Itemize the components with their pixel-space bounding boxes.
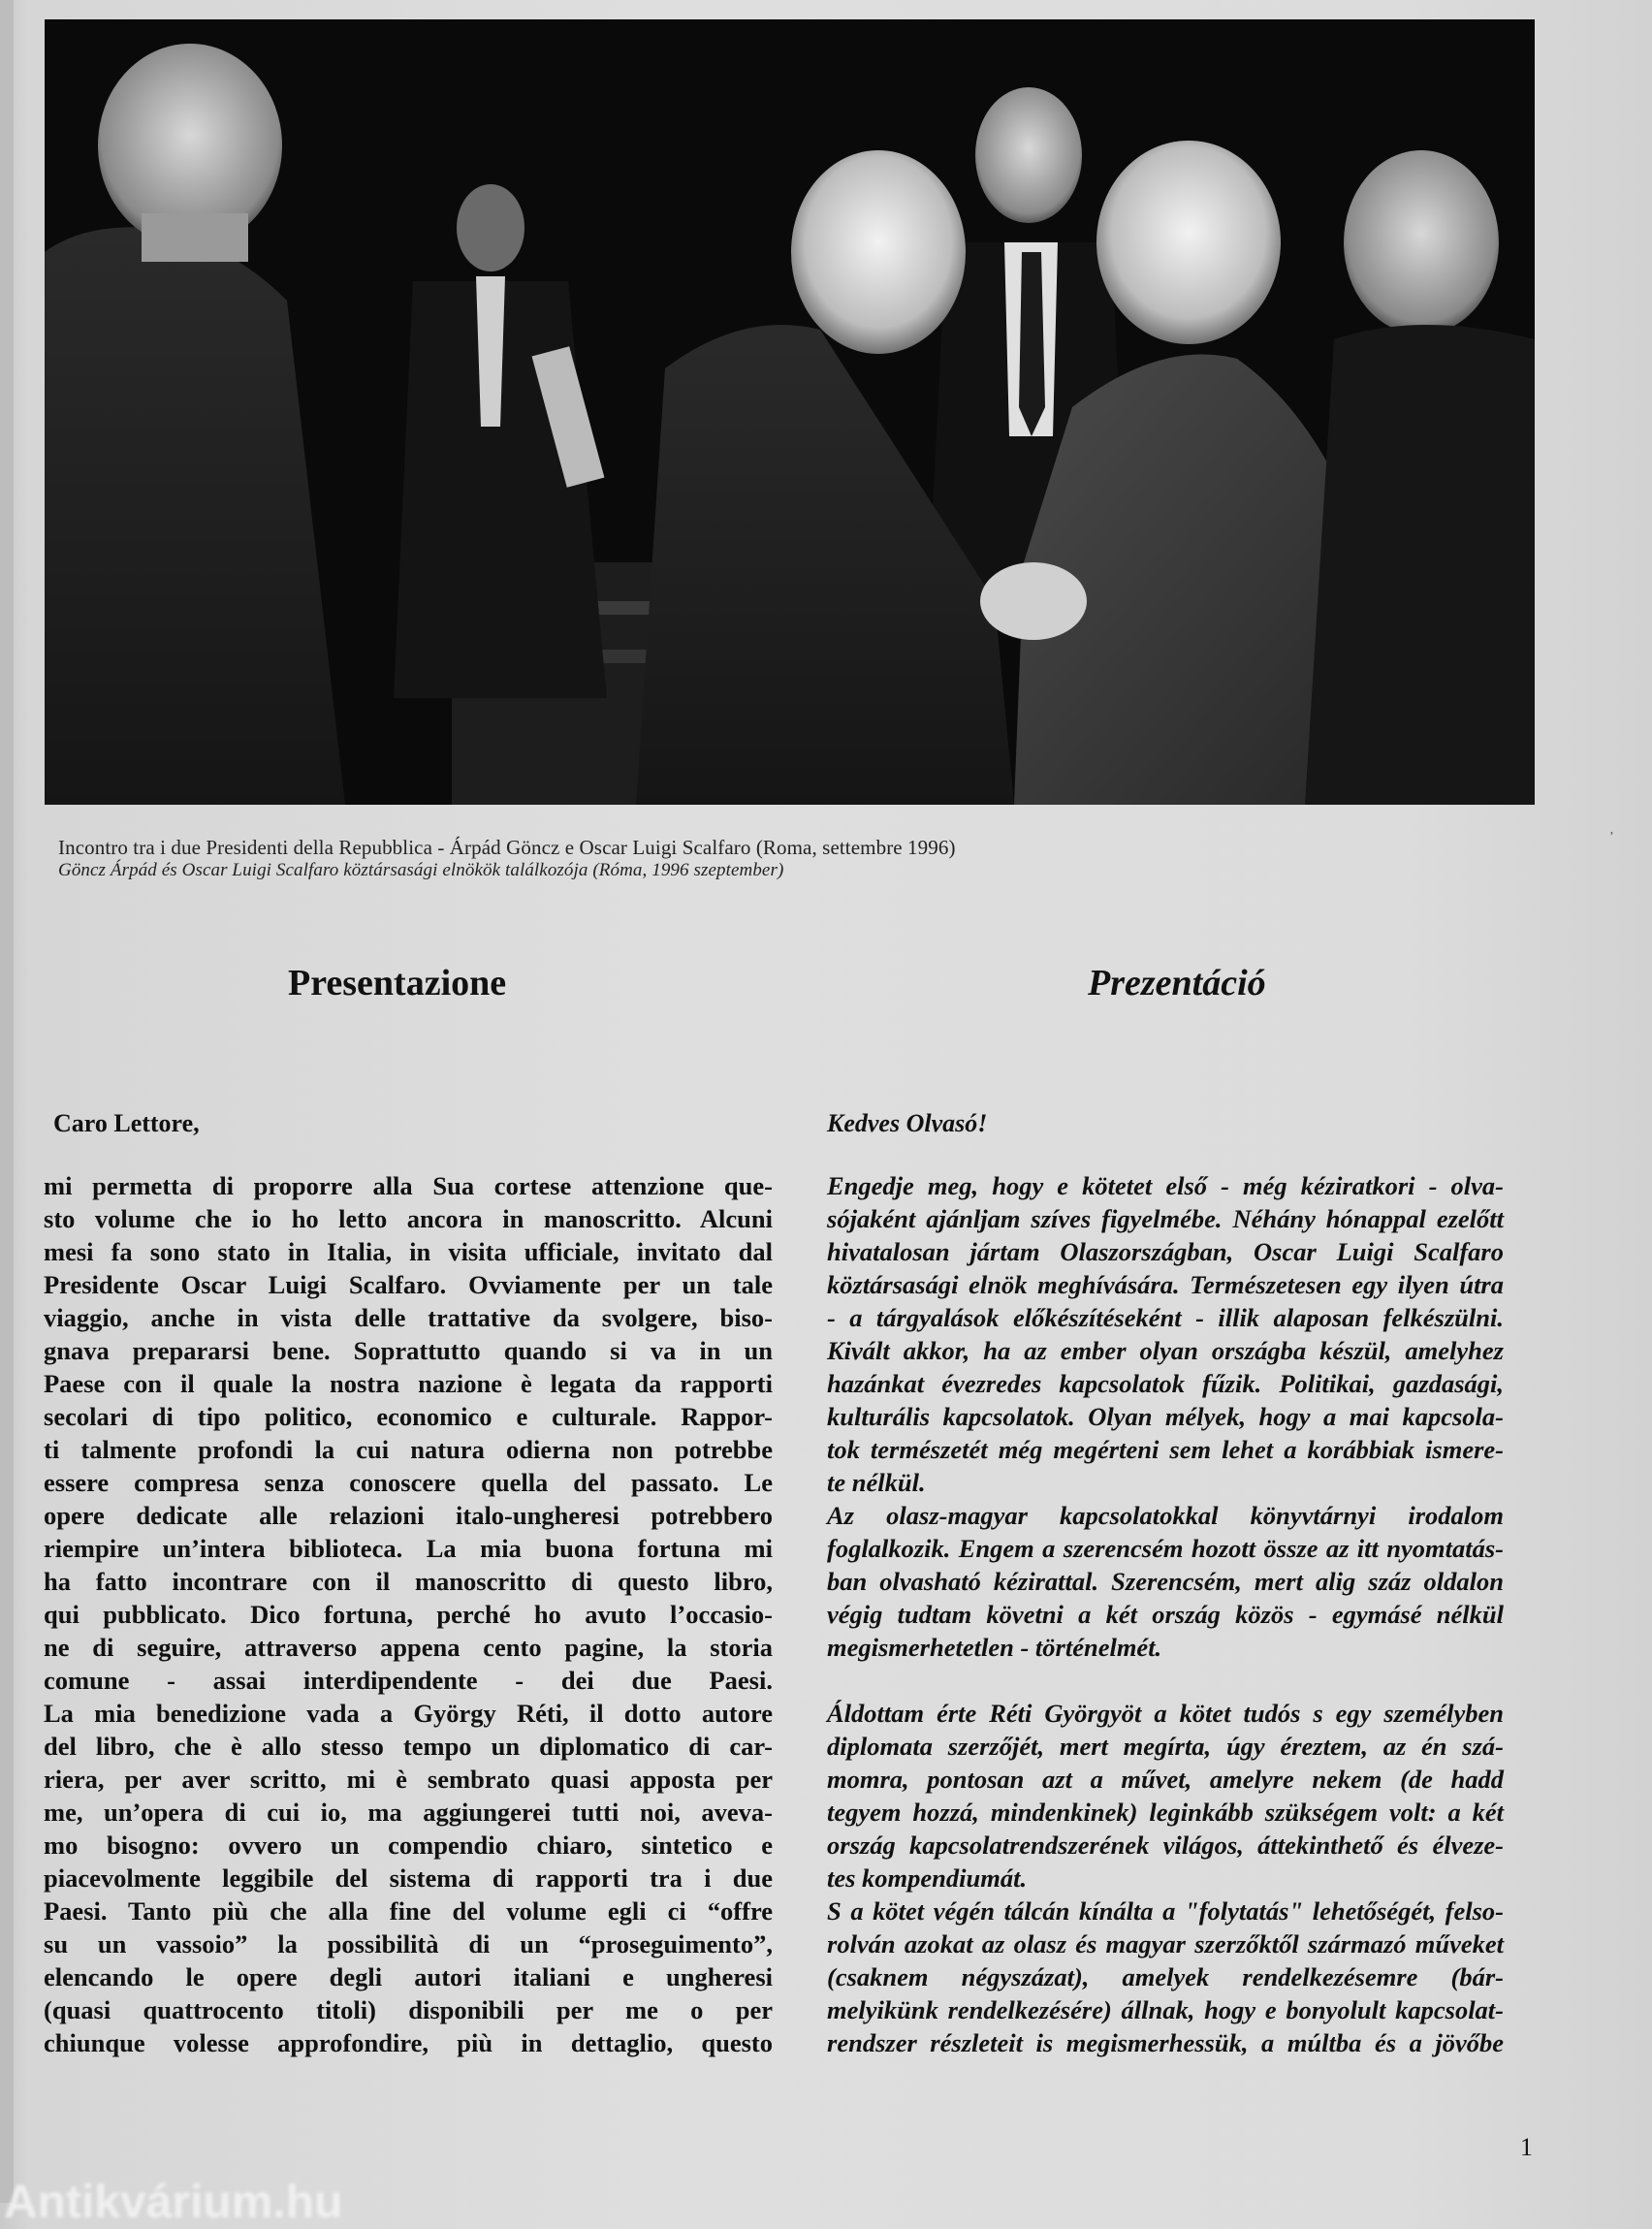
text-line: La mia benedizione vada a György Réti, il dotto autore: [44, 1699, 773, 1728]
text-line: Áldottam érte Réti Györgyöt a kötet tudós s egy személyben: [827, 1699, 1504, 1728]
text-line: ban olvasható kézirattal. Szerencsém, mert alig száz oldalon: [827, 1567, 1504, 1596]
text-line: ország kapcsolatrendszerének világos, áttekinthető és élveze-: [827, 1831, 1504, 1860]
text-line: tes kompendiumát.: [827, 1863, 1028, 1893]
caption-hungarian: Göncz Árpád és Oscar Luigi Scalfaro köztársasági elnökök találkozója (Róma, 1996 szeptember): [58, 860, 784, 880]
text-line: Paesi. Tanto più che alla fine del volume egli ci “offre: [44, 1896, 773, 1926]
salutation-italian: Caro Lettore,: [53, 1109, 200, 1137]
text-line: köztársasági elnök meghívására. Természetesen egy ilyen útra: [827, 1270, 1504, 1299]
photo-image: [45, 19, 1535, 805]
text-line: ti talmente profondi la cui natura odierna non potrebbe: [44, 1435, 773, 1464]
text-line: viaggio, anche in vista delle trattative da svolgere, biso-: [44, 1303, 773, 1332]
text-line: elencando le opere degli autori italiani e ungheresi: [44, 1962, 773, 1991]
text-line: gnava prepararsi bene. Soprattutto quando si va in un: [44, 1336, 773, 1365]
text-line: (csaknem négyszázat), amelyek rendelkezésemre (bár-: [827, 1962, 1504, 1991]
heading-prezentacio: Prezentáció: [1088, 963, 1266, 1003]
text-line: Paese con il quale la nostra nazione è legata da rapporti: [44, 1369, 773, 1398]
text-line: secolari di tipo politico, economico e culturale. Rappor-: [44, 1402, 773, 1431]
text-line: riempire un’intera biblioteca. La mia buona fortuna mi: [44, 1534, 773, 1563]
text-line: su un vassoio” la possibilità di un “proseguimento”,: [44, 1929, 773, 1958]
text-line: kulturális kapcsolatok. Olyan mélyek, hogy a mai kapcsola-: [827, 1402, 1504, 1431]
text-line: piacevolmente leggibile del sistema di rapporti tra i due: [44, 1863, 773, 1893]
text-line: rendszer részleteit is megismerhessük, a múltba és a jövőbe: [827, 2028, 1504, 2057]
text-line: - a tárgyalások előkészítéseként - illik alaposan felkészülni.: [827, 1303, 1504, 1332]
text-line: ha fatto incontrare con il manoscritto di questo libro,: [44, 1567, 773, 1596]
text-line: mesi fa sono stato in Italia, in visita ufficiale, invitato dal: [44, 1237, 773, 1266]
text-line: S a kötet végén tálcán kínálta a "folytatás" lehetőségét, felso-: [827, 1896, 1504, 1926]
text-line: opere dedicate alle relazioni italo-ungheresi potrebbero: [44, 1501, 773, 1530]
text-line: mi permetta di proporre alla Sua cortese attenzione que-: [44, 1171, 773, 1200]
body-hungarian: [827, 1169, 1504, 2059]
text-line: ne di seguire, attraverso appena cento pagine, la storia: [44, 1633, 773, 1662]
text-line: del libro, che è allo stesso tempo un diplomatico di car-: [44, 1732, 773, 1761]
paragraph-gap: [827, 1664, 1504, 1697]
text-line: Az olasz-magyar kapcsolatokkal könyvtárnyi irodalom: [827, 1501, 1504, 1530]
text-line: Kivált akkor, ha az ember olyan országba készül, amelyhez: [827, 1336, 1504, 1365]
salutation-hungarian: Kedves Olvasó!: [827, 1109, 988, 1137]
photo-presidents-handshake: [45, 19, 1535, 805]
text-line: megismerhetetlen - történelmét.: [827, 1633, 1162, 1662]
text-line: melyikünk rendelkezésére) állnak, hogy e bonyolult kapcsolat-: [827, 1995, 1504, 2024]
watermark: Antikvárium.hu: [4, 2177, 343, 2228]
text-line: sójaként ajánljam szíves figyelmébe. Néhány hónappal ezelőtt: [827, 1204, 1504, 1233]
text-line: momra, pontosan azt a művet, amelyre nekem (de hadd: [827, 1765, 1504, 1794]
caption-italian: Incontro tra i due Presidenti della Repubblica - Árpád Göncz e Oscar Luigi Scalfaro (Roma, settembre 1996): [58, 836, 956, 859]
text-line: rolván azokat az olasz és magyar szerzőktől származó műveket: [827, 1929, 1504, 1958]
text-line: te nélkül.: [827, 1468, 926, 1497]
text-line: tegyem hozzá, mindenkinek) leginkább szükségem volt: a két: [827, 1798, 1504, 1827]
photo-caption: [58, 836, 956, 882]
text-line: hazánkat évezredes kapcsolatok fűzik. Politikai, gazdasági,: [827, 1369, 1504, 1398]
text-line: diplomata szerzőjét, mert megírta, úgy éreztem, az én szá-: [827, 1732, 1504, 1761]
text-line: hivatalosan jártam Olaszországban, Oscar Luigi Scalfaro: [827, 1237, 1504, 1266]
print-speck: ʼ: [1609, 830, 1614, 844]
text-line: tok természetét még megérteni sem lehet a korábbiak ismere-: [827, 1435, 1504, 1464]
text-line: chiunque volesse approfondire, più in dettaglio, questo: [44, 2028, 773, 2057]
text-line: Presidente Oscar Luigi Scalfaro. Ovviamente per un tale: [44, 1270, 773, 1299]
text-line: végig tudtam követni a két ország közös - egymásé nélkül: [827, 1600, 1504, 1629]
text-line: essere compresa senza conoscere quella del passato. Le: [44, 1468, 773, 1497]
text-line: riera, per aver scritto, mi è sembrato quasi apposta per: [44, 1765, 773, 1794]
text-line: comune - assai interdipendente - dei due Paesi.: [44, 1666, 773, 1695]
text-line: Engedje meg, hogy e kötetet első - még kéziratkori - olva-: [827, 1171, 1504, 1200]
text-line: sto volume che io ho letto ancora in manoscritto. Alcuni: [44, 1204, 773, 1233]
text-line: me, un’opera di cui io, ma aggiungerei tutti noi, aveva-: [44, 1798, 773, 1827]
page-number: 1: [1520, 2133, 1533, 2161]
heading-presentazione: Presentazione: [288, 963, 507, 1003]
text-line: qui pubblicato. Dico fortuna, perché ho avuto l’occasio-: [44, 1600, 773, 1629]
body-italian: [44, 1169, 773, 2059]
text-line: foglalkozik. Engem a szerencsém hozott össze az itt nyomtatás-: [827, 1534, 1504, 1563]
page-edge: [0, 0, 14, 2203]
text-line: mo bisogno: ovvero un compendio chiaro, sintetico e: [44, 1831, 773, 1860]
text-line: (quasi quattrocento titoli) disponibili per me o per: [44, 1995, 773, 2024]
